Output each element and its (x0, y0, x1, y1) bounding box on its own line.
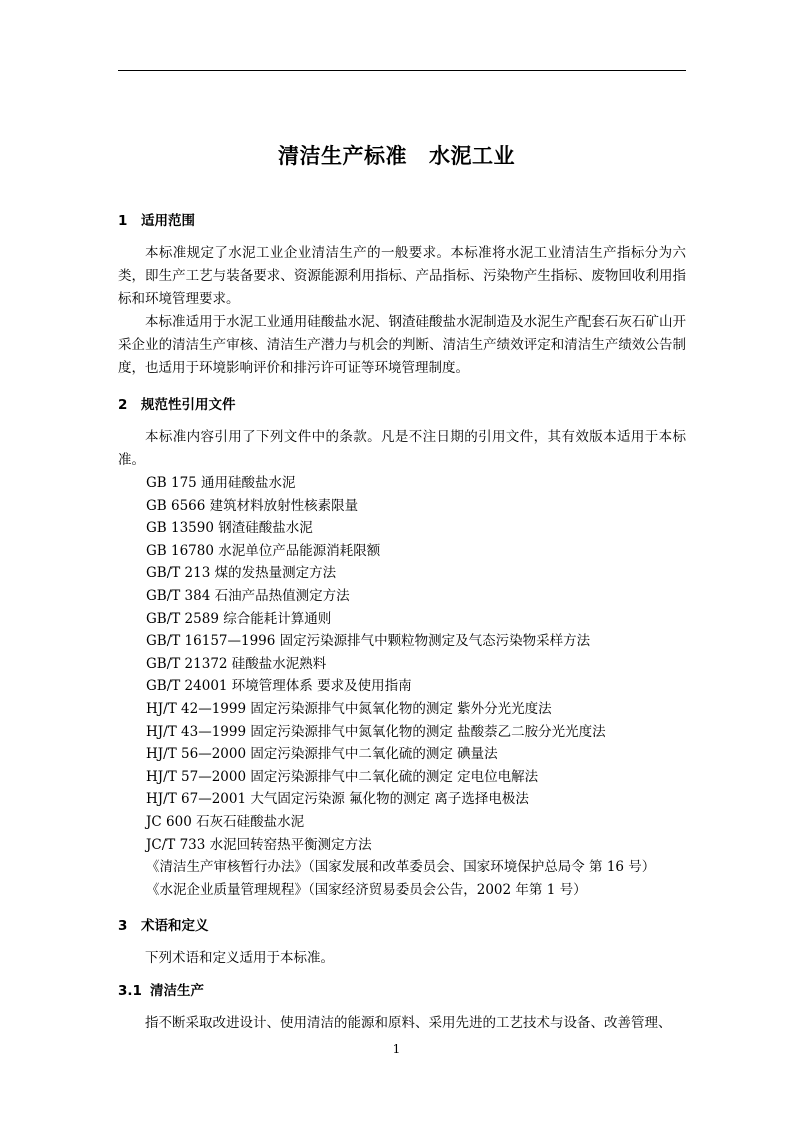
page-number: 1 (392, 1042, 401, 1056)
header-rule (118, 70, 686, 71)
subsection-number: 3.1 (118, 983, 142, 1000)
reference-item: 《清洁生产审核暂行办法》（国家发展和改革委员会、国家环境保护总局令 第 16 号） (146, 859, 656, 876)
subsection-3-1-heading (118, 980, 686, 1002)
reference-item: GB/T 21372 硅酸盐水泥熟料 (146, 655, 327, 672)
reference-item: GB/T 24001 环境管理体系 要求及使用指南 (146, 678, 412, 695)
section-number: 2 (118, 397, 128, 413)
section-1-heading (118, 210, 686, 232)
reference-item: HJ/T 67—2001 大气固定污染源 氟化物的测定 离子选择电极法 (146, 791, 529, 808)
reference-item: GB 175 通用硅酸盐水泥 (146, 475, 296, 491)
reference-item: GB/T 16157—1996 固定污染源排气中颗粒物测定及气态污染物采样方法 (146, 633, 591, 650)
section-2-heading (118, 394, 686, 416)
section-1-paragraph-1: 本标准规定了水泥工业企业清洁生产的一般要求。本标准将水泥工业清洁生产指标分为六类，即生产工艺与装备要求、资源能源利用指标、产品指标、污染物产生指标、废物回收利用指标和环境管理要求。 (118, 245, 686, 307)
title-main: 清洁生产标准 (278, 144, 407, 168)
document-body (118, 210, 686, 1035)
section-3-intro: 下列术语和定义适用于本标准。 (145, 950, 334, 967)
reference-item: HJ/T 42—1999 固定污染源排气中氮氧化物的测定 紫外分光光度法 (146, 700, 552, 717)
section-2-intro: 本标准内容引用了下列文件中的条款。凡是不注日期的引用文件，其有效版本适用于本标准。 (118, 429, 686, 468)
reference-item: HJ/T 56—2000 固定污染源排气中二氧化硫的测定 碘量法 (146, 746, 498, 763)
reference-item: GB/T 2589 综合能耗计算通则 (146, 610, 332, 627)
reference-item: JC 600 石灰石硅酸盐水泥 (146, 813, 305, 830)
section-title: 适用范围 (141, 213, 195, 229)
reference-item: GB 13590 钢渣硅酸盐水泥 (146, 520, 313, 537)
reference-item: GB 16780 水泥单位产品能源消耗限额 (146, 542, 381, 559)
document-title (0, 140, 793, 170)
reference-item: GB/T 384 石油产品热值测定方法 (146, 587, 350, 604)
reference-item: GB 6566 建筑材料放射性核素限量 (146, 497, 359, 514)
subsection-3-1-text: 指不断采取改进设计、使用清洁的能源和原料、采用先进的工艺技术与设备、改善管理、 (145, 1015, 672, 1032)
section-title: 规范性引用文件 (141, 397, 236, 413)
section-3-heading (118, 915, 686, 937)
section-1-paragraph-2: 本标准适用于水泥工业通用硅酸盐水泥、钢渣硅酸盐水泥制造及水泥生产配套石灰石矿山开采企业的清洁生产审核、清洁生产潜力与机会的判断、清洁生产绩效评定和清洁生产绩效公告制度，也适用于环境影响评价和排污许可证等环境管理制度。 (118, 314, 686, 376)
reference-item: HJ/T 57—2000 固定污染源排气中二氧化硫的测定 定电位电解法 (146, 768, 539, 785)
reference-item: GB/T 213 煤的发热量测定方法 (146, 565, 337, 582)
reference-item: 《水泥企业质量管理规程》（国家经济贸易委员会公告，2002 年第 1 号） (146, 881, 587, 898)
reference-item: JC/T 733 水泥回转窑热平衡测定方法 (146, 836, 372, 853)
section-number: 1 (118, 213, 128, 229)
title-sub: 水泥工业 (429, 144, 515, 168)
section-number: 3 (118, 918, 128, 935)
reference-list (118, 472, 686, 901)
section-title: 术语和定义 (141, 918, 209, 935)
subsection-title: 清洁生产 (150, 983, 204, 1000)
reference-item: HJ/T 43—1999 固定污染源排气中氮氧化物的测定 盐酸萘乙二胺分光光度法 (146, 723, 606, 740)
